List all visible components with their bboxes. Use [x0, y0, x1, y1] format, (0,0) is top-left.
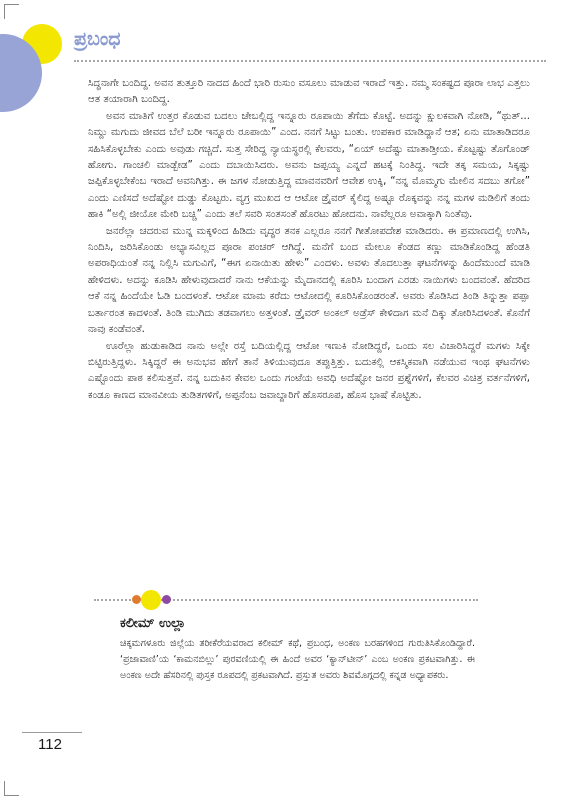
decorative-purple-dot: [162, 595, 171, 604]
decorative-orange-dot: [132, 595, 141, 604]
author-bio: ಚಿಕ್ಕಮಗಳೂರು ಜಿಲ್ಲೆಯ ತರೀಕೆರೆಯವರಾದ ಕಲೀಮ್ ಕಥೆ, ಪ್ರಬಂಧ, ಅಂಕಣ ಬರಹಗಳಿಂದ ಗುರುತಿಸಿಕೊಂಡಿದ್ದಾರೆ. ‘ಪ್ರಜಾವಾಣಿ’ಯ ‘ಕಾಮನಬಿಲ್ಲು’ ಪುರವಣಿಯಲ್ಲಿ ಈ ಹಿಂದೆ ಅವರ ‘ಕ್ಯಾನ್‌ಟೀನ್’ ಎಂಬ ಅಂಕಣ ಪ್ರಕಟವಾಗಿತ್ತು. ಈ ಅಂಕಣ ಅದೇ ಹೆಸರಿನಲ್ಲಿ ಪುಸ್ತಕ ರೂಪದಲ್ಲಿ ಪ್ರಕಟವಾಗಿದೆ. ಪ್ರಸ್ತುತ ಅವರು ಶಿವಮೊಗ್ಗದಲ್ಲಿ ಕನ್ನಡ ಅಧ್ಯಾಪಕರು.: [120, 638, 475, 681]
paragraph: ಜನರೆಲ್ಲಾ ಚದರುವ ಮುನ್ನ ಮಕ್ಕಳಿಂದ ಹಿಡಿದು ವೃದ್ಧರ ತನಕ ಎಲ್ಲರೂ ನನಗೆ ಗೀತೋಪದೇಶ ಮಾಡಿದರು. ಈ ಪ್ರಮಾಣದಲ್ಲಿ ಉಗಿಸಿ, ನಿಂದಿಸಿ, ಜರಿಸಿಕೊಂಡು ಅಭ್ಯಾಸವಿಲ್ಲದ ಪೂರಾ ಪಂಚರ್ ಆಗಿದ್ದೆ. ಮನೆಗೆ ಬಂದ ಮೇಲೂ ಕೆಂಡದ ಕಣ್ಣು ಮಾಡಿಕೊಂಡಿದ್ದ ಹೆಂಡತಿ ಅಪರಾಧಿಯಂತೆ ನನ್ನ ನಿಲ್ಲಿಸಿ ಮಗುವಿಗೆ, “ಈಗ ಏನಾಯಿತು ಹೇಳು” ಎಂದಳು. ಅವಳು ತೊದಲುತ್ತಾ ಘಟನೆಗಳನ್ನು ಹಿಂದೆಮುಂದೆ ಮಾಡಿ ಹೇಳಿದಳು. ಅದನ್ನು ಕೂಡಿಸಿ ಹೇಳುವುದಾದರೆ ನಾನು ಆಕೆಯನ್ನು ಮೈದಾನದಲ್ಲಿ ಕೂರಿಸಿ ಬಂದಾಗ ಎರಡು ನಾಯಿಗಳು ಬಂದವಂತೆ. ಹೆದರಿದ ಆಕೆ ನನ್ನ ಹಿಂದೆಯೇ ಓಡಿ ಬಂದಳಂತೆ. ಆಟೋ ಮಾಮ ಕರೆದು ಆಟೋದಲ್ಲಿ ಕೂರಿಸಿಕೊಂಡರಂತೆ. ಅವರು ಕೊಡಿಸಿದ ತಿಂಡಿ ತಿನ್ನುತ್ತಾ ಪಪ್ಪಾ ಬರ್ತಾರಂತ ಕಾದಳಂತೆ. ತಿಂಡಿ ಮುಗಿದು ತಡವಾಗಲು ಅತ್ತಳಂತೆ. ಡ್ರೈವರ್ ಅಂಕಲ್ ಅಡ್ರೆಸ್ ಕೇಳಿದಾಗ ಮನೆ ದಿಕ್ಕು ತೋರಿಸಿದಳಂತೆ. ಕೊನೆಗೆ ನಾವು ಕಂಡೆವಂತೆ.: [88, 225, 530, 336]
paragraph: ಅವನ ಮಾತಿಗೆ ಉತ್ತರ ಕೊಡುವ ಬದಲು ಜೇಬಲ್ಲಿದ್ದ ಇನ್ನೂರು ರೂಪಾಯಿ ತೆಗೆದು ಕೊಟ್ಟೆ. ಅದನ್ನು ಕ್ಷುಲಕವಾಗಿ ನೋಡಿ, “ಥುತ್... ನಿಮ್ದು ಮಗುದು ಜೀವದ ಬೆಲೆ ಬರೀ ಇನ್ನೂರು ರೂಪಾಯಿ” ಎಂದ. ನನಗೆ ಸಿಟ್ಟು ಬಂತು. ಉಪಕಾರ ಮಾಡಿದ್ದಾನೆ ಆತ; ಏನು ಮಾತಾಡಿದರೂ ಸಹಿಸಿಕೊಳ್ಳಬೇಕು ಎಂದು ಅವುಡು ಗಚ್ಚಿದೆ. ಸುತ್ತ ಸೇರಿದ್ದ ನ್ಯಾಯಸ್ಥರಲ್ಲಿ ಕೆಲವರು, “ಏಯ್ ಅದೆಷ್ಟು ಮಾತಾಡ್ತೀಯ. ಕೊಟ್ಟಷ್ಟು ತೊಗೊಂಡ್ ಹೋಗು. ಗಾಂಚಲಿ ಮಾಡ್ಬೇಡ” ಎಂದು ದಬಾಯಿಸಿದರು. ಅವನು ಜಪ್ಪಯ್ಯ ಎನ್ನದೆ ಹಟಕ್ಕೆ ನಿಂತಿದ್ದ. ಇದೇ ತಕ್ಕ ಸಮಯ, ಸಿಕ್ಕಷ್ಟು ಜಪ್ಪಿಕೊಳ್ಳಬೇಕೆಂಬ ಇರಾದೆ ಅವನಿಗಿತ್ತು. ಈ ಜಗಳ ನೋಡುತ್ತಿದ್ದ ಮಾವನವರಿಗೆ ಆವೇಶ ಉಕ್ಕಿ, “ನನ್ನ ಮೊಮ್ಮಗು ಮೇಲಿನ ಸದಬು ತಗೋ” ಎಂದು ಎಣಿಸದೆ ಅದೆಷ್ಟೋ ದುಡ್ಡು ಕೊಟ್ಟರು. ವ್ಯಗ್ರ ಮುಖದ ಆ ಆಟೋ ಡ್ರೈವರ್ ಕೈಲಿದ್ದ ಅಷ್ಟೂ ರೊಕ್ಕವನ್ನು ನನ್ನ ಮಗಳ ಮಡಿಲಿಗೆ ತಂದು ಹಾಕಿ “ಅಲ್ಲಿ ಜೀಯೋ ಮೇರಿ ಬಚ್ಚಿ” ಎಂದು ತಲೆ ಸವರಿ ಸಂತಸಂತೆ ಹೊರಟು ಹೋದನು. ನಾವೆಲ್ಲರೂ ಅವಾಕ್ಕಾಗಿ ನಿಂತೆವು.: [88, 110, 530, 221]
header-divider: [74, 60, 546, 62]
crop-mark-bottom-left: [4, 781, 19, 796]
section-title: ಪ್ರಬಂಧ: [74, 28, 121, 50]
paragraph: ಸಿದ್ಧನಾಗೇ ಬಂದಿದ್ದ. ಅವನ ತುತ್ತೂರಿ ನಾದದ ಹಿಂದೆ ಭಾರಿ ರುಸುಂ ವಸೂಲು ಮಾಡುವ ಇರಾದೆ ಇತ್ತು. ನಮ್ಮ ಸಂಕಷ್ಟದ ಪೂರಾ ಲಾಭ ಎತ್ತಲು ಆತ ತಯಾರಾಗಿ ಬಂದಿದ್ದ.: [88, 78, 530, 106]
decorative-yellow-dot: [141, 590, 161, 610]
crop-mark-top-left: [4, 4, 19, 19]
author-name: ಕಲೀಮ್ ಉಲ್ಲಾ: [120, 616, 186, 631]
page-number-rule: [22, 732, 82, 733]
article-body: [88, 76, 530, 404]
page-number: 112: [38, 736, 62, 753]
paragraph: ಊರೆಲ್ಲಾ ಹುಡುಕಾಡಿದ ನಾನು ಅಲ್ಲೇ ರಸ್ತೆ ಬದಿಯಲ್ಲಿದ್ದ ಆಟೋ ಇಣುಕಿ ನೋಡಿದ್ದರೆ, ಒಂದು ಸಲ ವಿಚಾರಿಸಿದ್ದರೆ ಮಗಳು ಸಿಕ್ಕೇ ಬಿಟ್ಟಿರುತ್ತಿದ್ದಳು. ಸಿಕ್ಕಿದ್ದರೆ ಈ ಅನುಭವ ಹೇಗೆ ತಾನೆ ತಿಳಿಯುವುದೂ ತಪ್ಪುತ್ತಿತ್ತು. ಬದುಕಲ್ಲಿ ಆಕಸ್ಮಿಕವಾಗಿ ನಡೆಯುವ ಇಂಥ ಘಟನೆಗಳು ಎಷ್ಟೊಂದು ಪಾಠ ಕಲಿಸುತ್ತವೆ. ನನ್ನ ಬದುಕಿನ ಕೇವಲ ಒಂದು ಗಂಟೆಯ ಅವಧಿ ಅದೆಷ್ಟೋ ಜನರ ಪ್ರಶ್ನೆಗಳಿಗೆ, ಕೆಲವರ ವಿಚಿತ್ರ ವರ್ತನೆಗಳಿಗೆ, ಕಂಡೂ ಕಾಣದ ಮಾನವೀಯ ತುಡಿತಗಳಿಗೆ, ಅಪ್ಪನೆಂಬ ಜವಾಬ್ದಾರಿಗೆ ಹೊಸರೂಪ, ಹೊಸ ಭಾಷೆ ಕೊಟ್ಟಿತು.: [88, 340, 530, 401]
